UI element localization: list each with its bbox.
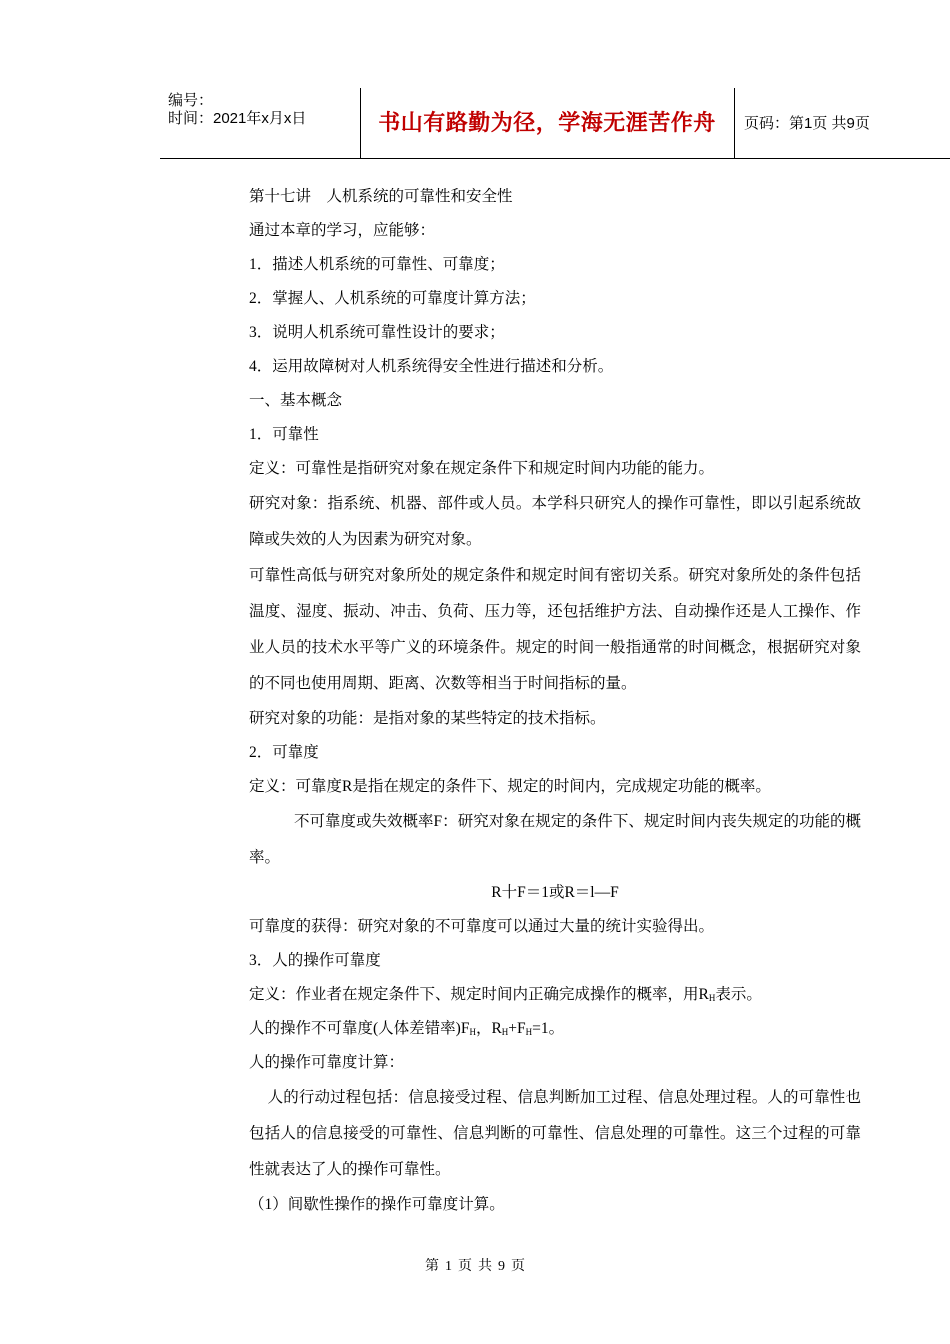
subscript: H: [708, 993, 716, 1003]
body-paragraph: 人的操作可靠度计算：: [249, 1054, 405, 1071]
definition-paragraph: 定义：可靠度R是指在规定的条件下、规定的时间内，完成规定功能的概率。: [249, 778, 771, 795]
date-label: 时间：2021年x月x日: [168, 110, 307, 127]
section-heading: 一、基本概念: [249, 392, 343, 409]
subscript: H: [525, 1027, 533, 1037]
footer-page-number: 1: [445, 1259, 452, 1274]
header-meta-cell: [160, 88, 361, 158]
body-paragraph: 研究对象的功能：是指对象的某些特定的技术指标。: [249, 710, 606, 727]
body-paragraph: 可靠度的获得：研究对象的不可靠度可以通过大量的统计实验得出。: [249, 918, 715, 935]
footer-text: 共: [478, 1259, 492, 1274]
subscript: H: [501, 1027, 509, 1037]
body-paragraph: 不可靠度或失效概率F：研究对象在规定的条件下、规定时间内丧失规定的功能的概率。: [249, 813, 861, 866]
footer-text: 页: [458, 1259, 472, 1274]
footer-text: 页: [511, 1259, 525, 1274]
goal-item: 4．运用故障树对人机系统得安全性进行描述和分析。: [249, 358, 614, 375]
document-body: [249, 180, 861, 1222]
text-run: 表示。: [715, 986, 762, 1003]
goal-item: 1．描述人机系统的可靠性、可靠度；: [249, 256, 505, 273]
intro-text: 通过本章的学习，应能够：: [249, 222, 436, 239]
body-paragraph: [249, 1012, 861, 1046]
body-paragraph: 可靠性高低与研究对象所处的规定条件和规定时间有密切关系。研究对象所处的条件包括温度、湿度、振动、冲击、负荷、压力等，还包括维护方法、自动操作还是人工操作、作业人员的技术水平等广义的环境条件。规定的时间一般指通常的时间概念，根据研究对象的不同也使用周期、距离、次数等相当于时间指标的量。: [249, 567, 861, 692]
page-footer: [0, 1258, 950, 1276]
text-run: 人的操作不可靠度(人体差错率)F: [249, 1020, 470, 1037]
definition-paragraph: 定义：可靠性是指研究对象在规定条件下和规定时间内功能的能力。: [249, 460, 715, 477]
subsection-heading: 2．可靠度: [249, 744, 319, 761]
footer-text: 第: [425, 1259, 439, 1274]
header-motto-cell: [360, 88, 735, 158]
header-page-info: 页码：第1页 共9页: [744, 115, 870, 132]
header-motto: 书山有路勤为径，学海无涯苦作舟: [378, 111, 716, 136]
goal-item: 3．说明人机系统可靠性设计的要求；: [249, 324, 505, 341]
text-run: +F: [508, 1020, 526, 1037]
text-run: 定义：作业者在规定条件下、规定时间内正确完成操作的概率，用R: [249, 986, 709, 1003]
formula: R十F＝1或R＝l—F: [491, 884, 619, 901]
document-header: [160, 88, 950, 159]
lecture-title: 第十七讲 人机系统的可靠性和安全性: [249, 188, 513, 205]
subsection-heading: 1．可靠性: [249, 426, 319, 443]
subsection-heading: 3．人的操作可靠度: [249, 952, 381, 969]
serial-label: 编号：: [168, 92, 214, 109]
goal-item: 2．掌握人、人机系统的可靠度计算方法；: [249, 290, 536, 307]
footer-total-pages: 9: [498, 1259, 505, 1274]
body-paragraph: 研究对象：指系统、机器、部件或人员。本学科只研究人的操作可靠性，即以引起系统故障或失效的人为因素为研究对象。: [249, 495, 861, 548]
list-item: （1）间歇性操作的操作可靠度计算。: [249, 1196, 505, 1213]
body-paragraph: 人的行动过程包括：信息接受过程、信息判断加工过程、信息处理过程。人的可靠性也包括人的信息接受的可靠性、信息判断的可靠性、信息处理的可靠性。这三个过程的可靠性就表达了人的操作可靠性。: [249, 1089, 861, 1178]
subscript: H: [469, 1027, 476, 1037]
text-run: ，R: [475, 1020, 502, 1037]
header-page-cell: [734, 88, 950, 158]
definition-paragraph: [249, 978, 861, 1012]
text-run: =1。: [532, 1020, 565, 1037]
